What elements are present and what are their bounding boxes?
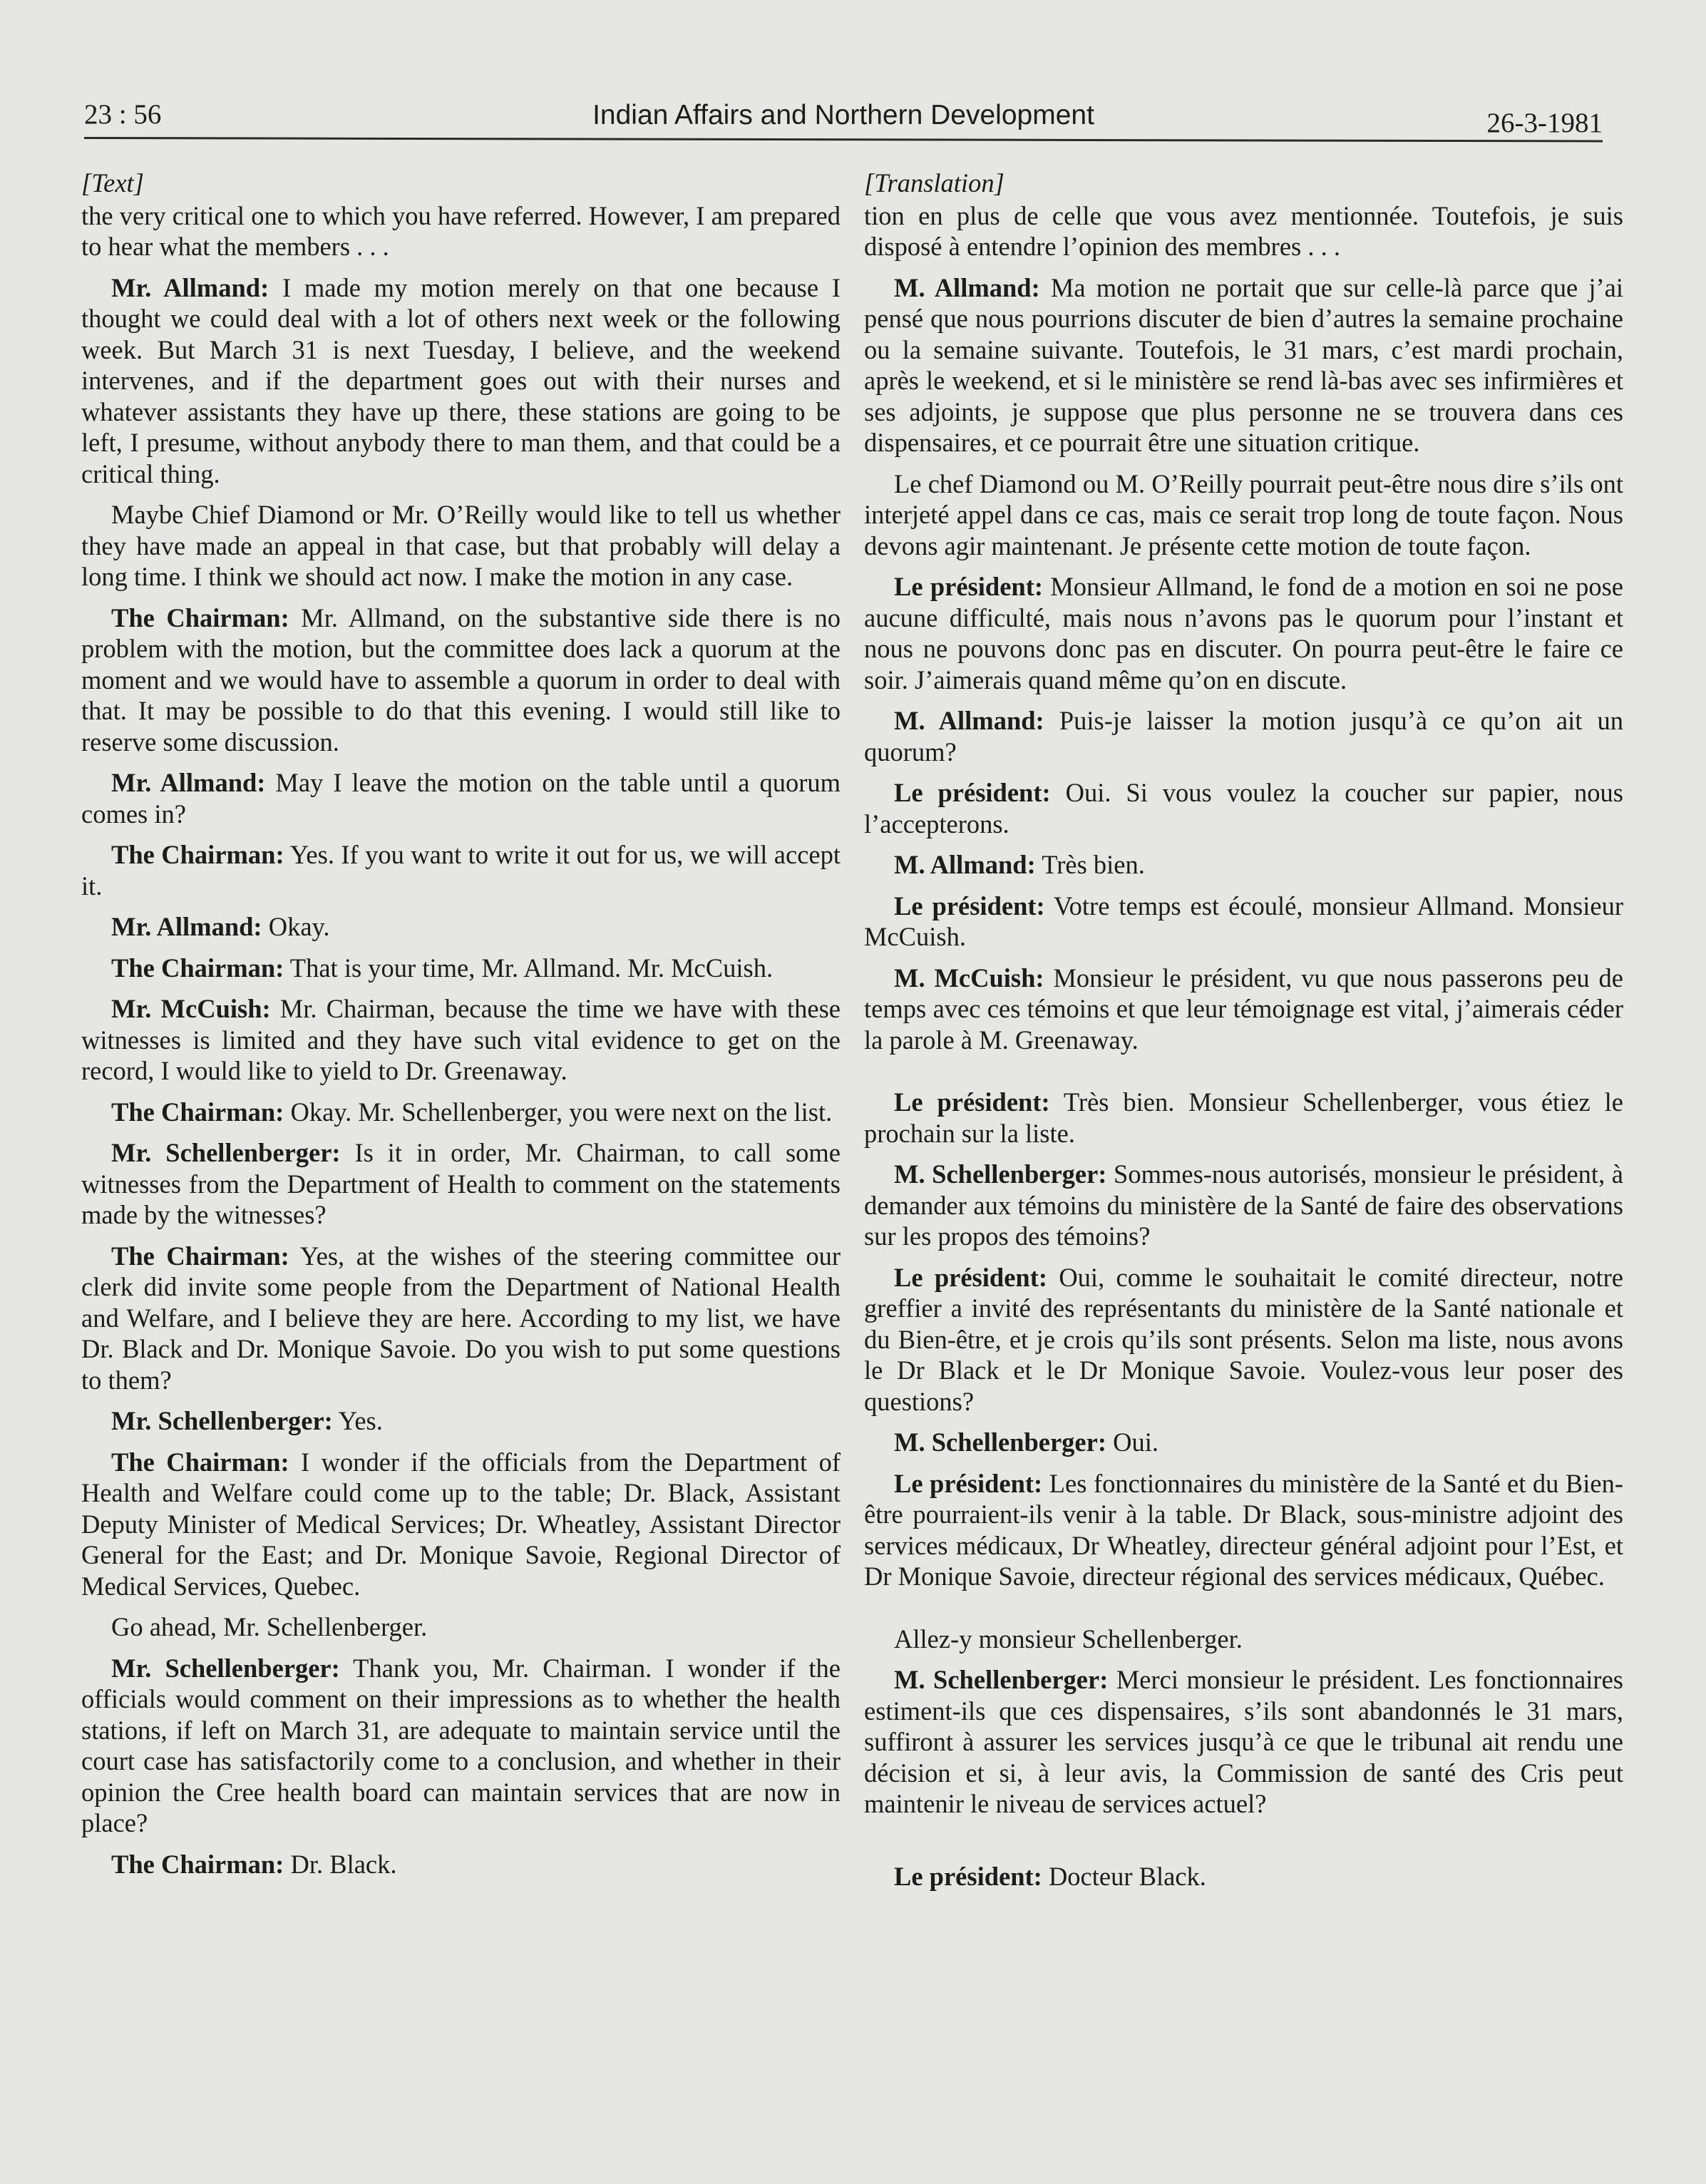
speech-text: the very critical one to which you have referred. However, I am prepared to hear what the members . . . bbox=[81, 200, 841, 261]
speech-text: Dr. Black. bbox=[284, 1849, 397, 1879]
speaker-name: The Chairman: bbox=[111, 953, 284, 983]
speaker-name: The Chairman: bbox=[111, 603, 289, 632]
speaker-name: Mr. Schellenberger: bbox=[111, 1138, 341, 1167]
paragraph bbox=[864, 705, 1623, 767]
paragraph bbox=[864, 1262, 1623, 1417]
speech-text: Puis-je laisser la motion jusqu’à ce qu’on ait un quorum? bbox=[864, 706, 1623, 767]
paragraph bbox=[81, 603, 841, 758]
paragraph bbox=[81, 953, 841, 984]
speech-text: I wonder if the officials from the Department of Health and Welfare could come up to the table; Dr. Black, Assistant Deputy Minister of Medical Services; Dr. Wheatley, Assistant Director General for the East; and Dr. Monique Savoie, Regional Director of Medical Services, Quebec. bbox=[81, 1447, 841, 1601]
speaker-name: Mr. Allmand: bbox=[111, 272, 269, 302]
paragraph bbox=[864, 891, 1623, 953]
english-paragraphs bbox=[81, 200, 841, 1880]
speech-text: Docteur Black. bbox=[1042, 1861, 1206, 1891]
speech-text: Okay. bbox=[262, 912, 330, 941]
speech-text: Monsieur Allmand, le fond de a motion en soi ne pose aucune difficulté, mais nous n’avons pas le quorum pour l’instant et nous ne pouvons donc pas en discuter. On pourra peut-être le faire ce soir. J’aimerais quand même qu’on en discute. bbox=[864, 572, 1624, 694]
speaker-name: The Chairman: bbox=[111, 1447, 289, 1477]
paragraph bbox=[864, 1861, 1623, 1892]
paragraph bbox=[864, 963, 1623, 1056]
speech-text: Oui, comme le souhaitait le comité directeur, notre greffier a invité des représentants du ministère de la Santé nationale et du Bien-être, et je crois qu’ils sont présents. Selon ma liste, nous avons le Dr Black et le Dr Monique Savoie. Voulez-vous leur poser des questions? bbox=[864, 1262, 1624, 1416]
paragraph bbox=[864, 1664, 1623, 1820]
speech-text: Yes. bbox=[332, 1406, 383, 1435]
speaker-name: Mr. Allmand: bbox=[111, 768, 266, 797]
speaker-name: Le président: bbox=[894, 1468, 1043, 1498]
paragraph bbox=[864, 1159, 1623, 1252]
header-date: 26-3-1981 bbox=[1486, 108, 1603, 138]
french-paragraphs bbox=[864, 200, 1623, 1892]
speech-text: Allez-y monsieur Schellenberger. bbox=[894, 1624, 1243, 1654]
speaker-name: M. Allmand: bbox=[894, 706, 1044, 735]
speech-text: Okay. Mr. Schellenberger, you were next on the list. bbox=[284, 1097, 833, 1127]
speaker-name: Mr. McCuish: bbox=[111, 994, 271, 1023]
speech-text: Oui. bbox=[1106, 1427, 1158, 1457]
speech-text: May I leave the motion on the table until a quorum comes in? bbox=[81, 768, 841, 829]
speaker-name: Le président: bbox=[894, 572, 1044, 601]
speaker-name: Mr. Schellenberger: bbox=[111, 1406, 333, 1435]
paragraph bbox=[864, 1468, 1623, 1592]
speech-text: I made my motion merely on that one because I thought we could deal with a lot of others next week or the following week. But March 31 is next Tuesday, I believe, and the weekend intervenes, and if the department goes out with their nurses and whatever assistants they have up there, these stations are going to be left, I presume, without anybody there to man them, and that could be a critical thing. bbox=[81, 272, 841, 488]
speech-text: Is it in order, Mr. Chairman, to call some witnesses from the Department of Health to comment on the statements made by the witnesses? bbox=[81, 1138, 841, 1229]
paragraph bbox=[81, 499, 841, 593]
speech-text: That is your time, Mr. Allmand. Mr. McCuish. bbox=[284, 953, 774, 983]
page-number: 23 : 56 bbox=[84, 99, 162, 130]
speech-text: tion en plus de celle que vous avez mentionnée. Toutefois, je suis disposé à entendre l’opinion des membres . . . bbox=[864, 200, 1623, 261]
column-label: [Translation] bbox=[864, 168, 1004, 198]
paragraph bbox=[864, 571, 1623, 695]
paragraph bbox=[864, 777, 1623, 839]
speech-text: Merci monsieur le président. Les fonctionnaires estiment-ils que ces dispensaires, s’ils sont abandonnés le 31 mars, suffiront à assurer les services jusqu’à ce que le tribunal ait rendu une décision et si, à leur avis, la Commission de santé des Cris peut maintenir le niveau de services actuel? bbox=[864, 1665, 1623, 1818]
paragraph bbox=[81, 911, 841, 943]
speaker-name: Mr. Allmand: bbox=[111, 912, 262, 941]
speaker-name: The Chairman: bbox=[111, 1097, 284, 1127]
speech-text: Sommes-nous autorisés, monsieur le président, à demander aux témoins du ministère de la Santé de faire des observations sur les propos des témoins? bbox=[864, 1159, 1623, 1251]
speaker-name: Le président: bbox=[894, 778, 1051, 807]
running-title: Indian Affairs and Northern Development bbox=[592, 100, 1094, 130]
paragraph bbox=[864, 272, 1623, 458]
speech-text: Go ahead, Mr. Schellenberger. bbox=[111, 1612, 428, 1641]
speaker-name: M. Allmand: bbox=[894, 272, 1040, 302]
paragraph bbox=[81, 767, 841, 829]
speaker-name: The Chairman: bbox=[111, 1849, 284, 1879]
paragraph bbox=[81, 200, 841, 262]
speaker-name: Le président: bbox=[894, 1861, 1042, 1891]
paragraph bbox=[81, 272, 841, 490]
speech-text: Les fonctionnaires du ministère de la Santé et du Bien-être pourraient-ils venir à la table. Dr Black, sous-ministre adjoint des services médicaux, Dr Wheatley, directeur général adjoint pour l’Est, et Dr Monique Savoie, directeur régional des services médicaux, Québec. bbox=[864, 1468, 1623, 1591]
paragraph bbox=[864, 200, 1623, 262]
speech-text: Très bien. Monsieur Schellenberger, vous étiez le prochain sur la liste. bbox=[864, 1087, 1623, 1148]
paragraph bbox=[81, 1849, 841, 1880]
paragraph bbox=[864, 1624, 1623, 1655]
paragraph bbox=[81, 1447, 841, 1602]
speech-text: Monsieur le président, vu que nous passerons peu de temps avec ces témoins et que leur témoignage est vital, j’aimerais céder la parole à M. Greenaway. bbox=[864, 963, 1623, 1055]
paragraph bbox=[81, 1405, 841, 1437]
column-label: [Text] bbox=[81, 168, 144, 198]
paragraph bbox=[864, 468, 1623, 562]
paragraph bbox=[81, 839, 841, 901]
speech-text: Yes, at the wishes of the steering committee our clerk did invite some people from the Department of National Health and Welfare, and I believe they are here. According to my list, we have Dr. Black and Dr. Monique Savoie. Do you wish to put some questions to them? bbox=[81, 1241, 841, 1395]
speech-text: Thank you, Mr. Chairman. I wonder if the officials would comment on their impressions as to whether the health stations, if left on March 31, are adequate to maintain service until the court case has satisfactorily come to a conclusion, and whether in their opinion the Cree health board can maintain services that are now in place? bbox=[81, 1653, 841, 1837]
speech-text: Le chef Diamond ou M. O’Reilly pourrait peut-être nous dire s’ils ont interjeté appel dans ce cas, mais ce serait trop long de toute façon. Nous devons agir maintenant. Je présente cette motion de toute façon. bbox=[864, 468, 1623, 560]
speech-text: Mr. Chairman, because the time we have with these witnesses is limited and they have such vital evidence to get on the record, I would like to yield to Dr. Greenaway. bbox=[81, 994, 841, 1085]
speaker-name: M. Schellenberger: bbox=[894, 1427, 1106, 1457]
paragraph bbox=[81, 1241, 841, 1396]
page-header bbox=[84, 93, 1603, 143]
speaker-name: M. Allmand: bbox=[894, 850, 1036, 879]
paragraph bbox=[81, 993, 841, 1087]
paragraph bbox=[864, 849, 1623, 881]
speaker-name: M. Schellenberger: bbox=[894, 1159, 1107, 1189]
paragraph bbox=[81, 1611, 841, 1643]
paragraph bbox=[864, 1087, 1623, 1149]
speaker-name: Le président: bbox=[894, 1087, 1050, 1117]
french-column bbox=[864, 168, 1623, 1902]
speech-text: Maybe Chief Diamond or Mr. O’Reilly would like to tell us whether they have made an appeal in that case, but that probably will delay a long time. I think we should act now. I make the motion in any case. bbox=[81, 500, 841, 591]
english-column bbox=[81, 168, 841, 1890]
header-rule bbox=[84, 137, 1603, 142]
speaker-name: The Chairman: bbox=[111, 1241, 289, 1271]
speaker-name: M. Schellenberger: bbox=[894, 1665, 1109, 1694]
speech-text: Ma motion ne portait que sur celle-là parce que j’ai pensé que nous pourrions discuter de bien d’autres la semaine prochaine ou la semaine suivante. Toutefois, le 31 mars, c’est mardi prochain, après le weekend, et si le ministère se rend là-bas avec ses infirmières et ses adjoints, je suppose que plus personne ne se trouvera dans ces dispensaires, et ce pourrait être une situation critique. bbox=[864, 272, 1623, 457]
speech-text: Mr. Allmand, on the substantive side there is no problem with the motion, but the committee does lack a quorum at the moment and we would have to assemble a quorum in order to deal with that. It may be possible to do that this evening. I would still like to reserve some discussion. bbox=[81, 603, 841, 757]
paragraph bbox=[81, 1653, 841, 1839]
speaker-name: Mr. Schellenberger: bbox=[111, 1653, 340, 1683]
speech-text: Yes. If you want to write it out for us, we will accept it. bbox=[81, 840, 841, 901]
speech-text: Votre temps est écoulé, monsieur Allmand. Monsieur McCuish. bbox=[864, 891, 1623, 951]
speaker-name: The Chairman: bbox=[111, 840, 284, 869]
speaker-name: M. McCuish: bbox=[894, 963, 1044, 993]
paragraph bbox=[864, 1427, 1623, 1458]
paragraph bbox=[81, 1097, 841, 1128]
speaker-name: Le président: bbox=[894, 1262, 1048, 1292]
speech-text: Oui. Si vous voulez la coucher sur papier, nous l’accepterons. bbox=[864, 778, 1623, 839]
speaker-name: Le président: bbox=[894, 891, 1045, 921]
paragraph bbox=[81, 1137, 841, 1231]
speech-text: Très bien. bbox=[1035, 850, 1145, 879]
